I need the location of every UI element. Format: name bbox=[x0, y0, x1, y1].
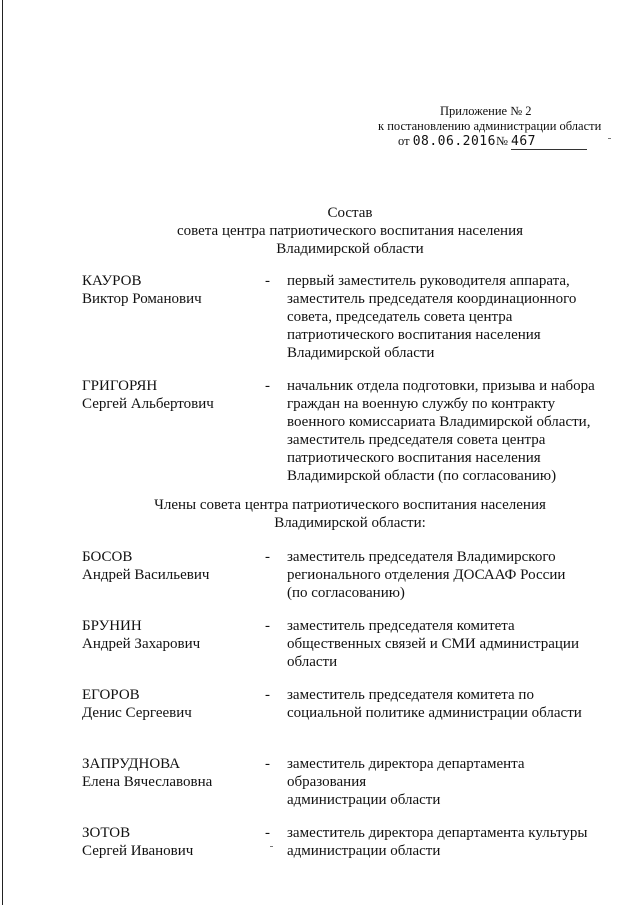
members-heading-line-2: Владимирской области: bbox=[274, 515, 426, 531]
dash: - bbox=[265, 825, 270, 841]
title-line-2: совета центра патриотического воспитания населения bbox=[177, 223, 523, 239]
resolution-date: 08.06.2016 bbox=[412, 134, 496, 149]
resolution-date-line bbox=[378, 134, 618, 150]
surname: ГРИГОРЯН bbox=[82, 378, 158, 394]
title-line-1: Состав bbox=[327, 205, 373, 221]
position-description: заместитель председателя комитета общественных связей и СМИ администрации области bbox=[287, 618, 579, 670]
resolution-number: 467 bbox=[511, 134, 537, 149]
date-prefix: от bbox=[398, 134, 410, 148]
surname: БРУНИН bbox=[82, 618, 142, 634]
dash: - bbox=[265, 687, 270, 703]
surname: ЕГОРОВ bbox=[82, 687, 140, 703]
title-line-3: Владимирской области bbox=[276, 241, 424, 257]
position-description: начальник отдела подготовки, призыва и набора граждан на военную службу по контракту военного комиссариата Владимирской области, заместитель председателя совета центра патриотического воспитания населения Владимирской области (по согласованию) bbox=[287, 378, 595, 484]
position-description: заместитель председателя комитета по социальной политике администрации области bbox=[287, 687, 582, 721]
given-name: Сергей Альбертович bbox=[82, 396, 214, 412]
members-heading-line-1: Члены совета центра патриотического воспитания населения bbox=[154, 497, 546, 513]
given-name: Сергей Иванович bbox=[82, 843, 194, 859]
members-heading bbox=[80, 496, 620, 532]
given-name: Андрей Васильевич bbox=[82, 567, 210, 583]
dash: - bbox=[265, 378, 270, 394]
given-name: Елена Вячеславовна bbox=[82, 774, 213, 790]
given-name: Виктор Романович bbox=[82, 291, 202, 307]
position-description: заместитель директора департамента образования администрации области bbox=[287, 756, 525, 808]
surname: ЗАПРУДНОВА bbox=[82, 756, 181, 772]
number-sign: № bbox=[495, 134, 508, 148]
dash: - bbox=[265, 618, 270, 634]
scan-speck bbox=[608, 138, 611, 139]
scan-left-edge bbox=[2, 0, 3, 905]
position-description: заместитель директора департамента культуры администрации области bbox=[287, 825, 588, 859]
appendix-number: Приложение № 2 bbox=[440, 104, 532, 118]
given-name: Денис Сергеевич bbox=[82, 705, 192, 721]
scan-speck bbox=[270, 846, 273, 847]
surname: ЗОТОВ bbox=[82, 825, 131, 841]
position-description: первый заместитель руководителя аппарата, заместитель председателя координационного совета, председатель совета центра патриотического воспитания населения Владимирской области bbox=[287, 273, 577, 361]
surname: КАУРОВ bbox=[82, 273, 142, 289]
given-name: Андрей Захарович bbox=[82, 636, 201, 652]
position-description: заместитель председателя Владимирского регионального отделения ДОСААФ России (по согласованию) bbox=[287, 549, 566, 601]
dash: - bbox=[265, 273, 270, 289]
document-title bbox=[100, 204, 600, 258]
dash: - bbox=[265, 756, 270, 772]
resolution-reference: к постановлению администрации области bbox=[378, 119, 602, 133]
dash: - bbox=[265, 549, 270, 565]
surname: БОСОВ bbox=[82, 549, 133, 565]
appendix-header bbox=[378, 104, 618, 150]
